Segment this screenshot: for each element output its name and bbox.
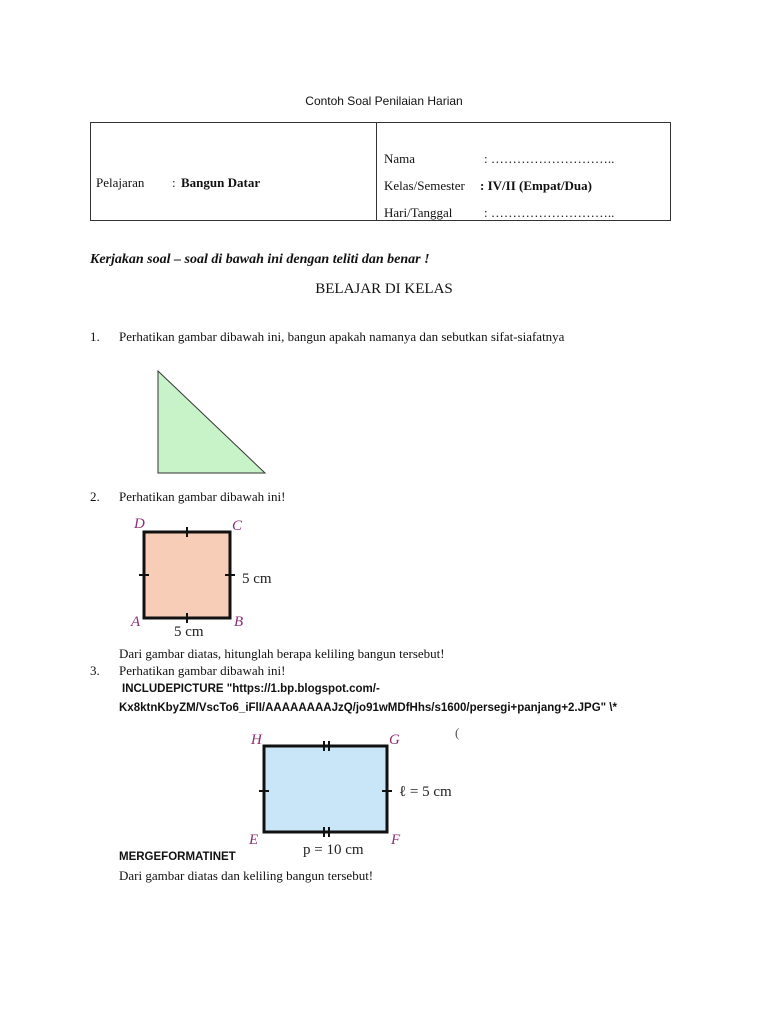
vertex-label-a: A: [131, 614, 141, 630]
question-1-text: Perhatikan gambar dibawah ini, bangun apakah namanya dan sebutkan sifat-siafatnya: [119, 329, 565, 344]
question-3-number: 3.: [90, 663, 100, 678]
section-title: BELAJAR DI KELAS: [315, 281, 453, 297]
date-value: : ………………………..: [484, 205, 615, 220]
bottom-length-label: 5 cm: [174, 624, 204, 640]
vertex-label-e: E: [249, 832, 259, 848]
question-2-text: Perhatikan gambar dibawah ini!: [119, 489, 286, 504]
right-triangle-shape: [158, 371, 265, 473]
name-value: : ………………………..: [484, 151, 615, 166]
instruction-text: Kerjakan soal – soal di bawah ini dengan teliti dan benar !: [90, 252, 430, 267]
length-label: p = 10 cm: [303, 842, 364, 858]
vertex-label-f: F: [391, 832, 401, 848]
vertex-label-b: B: [234, 614, 244, 630]
class-label: Kelas/Semester: [384, 178, 465, 193]
question-3-followup: Dari gambar diatas dan keliling bangun tersebut!: [119, 868, 374, 883]
rectangle-shape: [264, 746, 387, 832]
width-label: ℓ = 5 cm: [399, 784, 452, 800]
subject-label: Pelajaran: [96, 175, 145, 190]
header-table-divider: [376, 122, 377, 221]
subject-value: Bangun Datar: [181, 175, 261, 190]
class-value: : IV/II (Empat/Dua): [480, 178, 592, 193]
date-label: Hari/Tanggal: [384, 205, 453, 220]
question-2-followup: Dari gambar diatas, hitunglah berapa keliling bangun tersebut!: [119, 646, 445, 661]
square-shape: [144, 532, 230, 618]
field-code-line-1: INCLUDEPICTURE "https://1.bp.blogspot.com/-: [122, 683, 380, 695]
mergeformat-code: MERGEFORMATINET: [119, 851, 236, 863]
vertex-label-h: H: [251, 732, 262, 748]
page-title: Contoh Soal Penilaian Harian: [305, 94, 463, 108]
subject-separator: :: [172, 175, 176, 190]
side-length-label: 5 cm: [242, 571, 272, 587]
question-3-text: Perhatikan gambar dibawah ini!: [119, 663, 286, 678]
vertex-label-c: C: [232, 518, 243, 534]
vertex-label-d: D: [134, 516, 145, 532]
question-2-number: 2.: [90, 489, 100, 504]
right-triangle-figure: [150, 365, 275, 480]
vertex-label-g: G: [389, 732, 400, 748]
square-figure: [128, 512, 288, 642]
field-code-line-2: Kx8ktnKbyZM/VscTo6_iFlI/AAAAAAAAJzQ/jo91wMDfHhs/s1600/persegi+panjang+2.JPG" \*: [119, 702, 617, 714]
question-1-number: 1.: [90, 329, 100, 344]
rectangle-figure: [245, 726, 470, 858]
field-code-mark: (: [455, 725, 460, 740]
name-label: Nama: [384, 151, 416, 166]
